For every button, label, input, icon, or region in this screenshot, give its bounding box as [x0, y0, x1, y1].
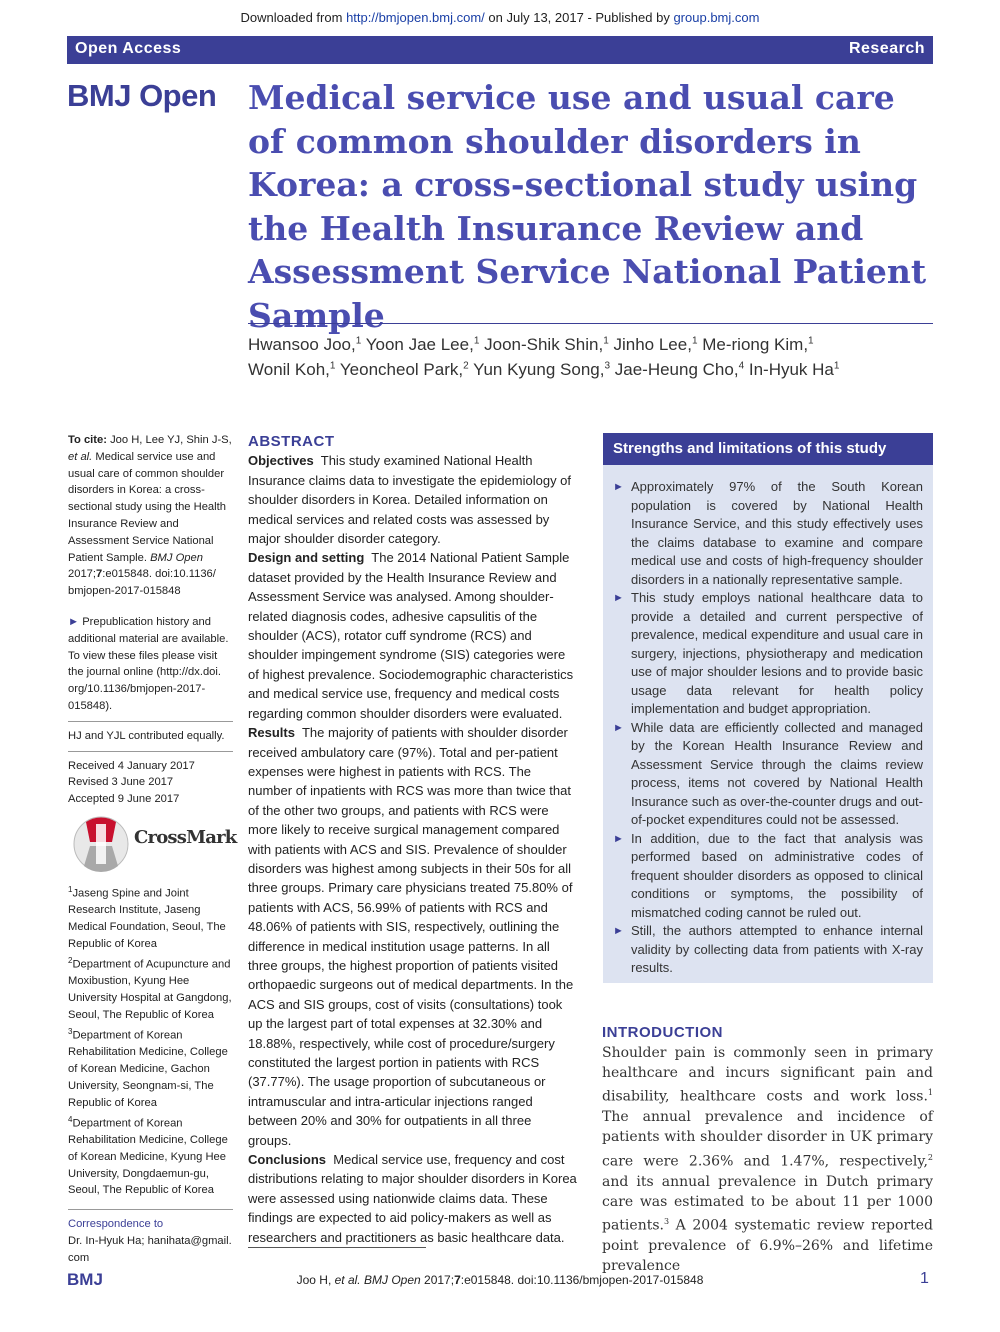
- author: [340, 360, 469, 379]
- affiliation-number: 2: [68, 955, 73, 965]
- objectives-label: Objectives: [248, 453, 314, 469]
- cite-text: Joo H, Lee YJ, Shin J-S,: [110, 434, 232, 446]
- divider: [68, 721, 233, 722]
- group-link[interactable]: group.bmj.com: [673, 10, 760, 25]
- divider: [68, 751, 233, 752]
- affiliation-text: Jaseng Spine and Joint Research Institute, Jaseng Medical Foundation, Seoul, The Republic of Korea: [68, 887, 226, 951]
- author-list: [248, 330, 938, 381]
- intro-text: The annual prevalence and incidence of patients with shoulder disorder in UK primary care were 2.36% and 1.47%, respectively,: [602, 1109, 933, 1170]
- strength-text: In addition, due to the fact that analysis was performed based on administrative codes of frequent shoulder disorders as opposed to clinical conditions or symptoms, the possibility of mismatched coding cannot be ruled out.: [631, 830, 923, 920]
- cite-label: To cite:: [68, 434, 107, 446]
- triangle-bullet-icon: ►: [613, 721, 624, 734]
- strength-item: [613, 589, 923, 719]
- strengths-limitations-box: [603, 433, 933, 983]
- author-name: Jinho Lee,: [613, 334, 692, 354]
- strengths-heading: Strengths and limitations of this study: [603, 433, 933, 465]
- author-name: Yeoncheol Park,: [339, 360, 464, 380]
- accepted-date: Accepted 9 June 2017: [68, 793, 180, 806]
- introduction: [602, 1024, 933, 1276]
- received-date: Received 4 January 2017: [68, 759, 195, 772]
- cite-text: 2017;: [68, 568, 96, 581]
- author-affiliation: 1: [473, 335, 480, 346]
- author: [615, 360, 744, 379]
- footer-cite-text: 2017;: [424, 1273, 455, 1287]
- strength-item: [613, 830, 923, 923]
- open-access-label: Open Access: [75, 40, 182, 57]
- author: [366, 335, 480, 354]
- author-affiliation: 4: [738, 360, 745, 372]
- abstract-heading: ABSTRACT: [248, 433, 335, 450]
- author: [613, 335, 697, 354]
- abstract: [248, 432, 578, 1247]
- author: [484, 335, 609, 354]
- correspondence-label: Correspondence to: [68, 1218, 164, 1231]
- abstract-design: [248, 548, 578, 723]
- download-line: [0, 10, 1000, 25]
- journal-logo: BMJ Open: [67, 78, 217, 113]
- divider: [68, 1209, 233, 1210]
- author: [248, 335, 361, 354]
- author: [702, 335, 813, 354]
- footer-journal: BMJ Open: [363, 1273, 421, 1287]
- strength-item: [613, 478, 923, 589]
- abstract-conclusions: [248, 1150, 578, 1247]
- equal-contribution: HJ and YJL contributed equally.: [68, 729, 225, 742]
- cite-text: :e015848. doi:10.1136/ bmjopen-2017-015848: [68, 568, 216, 598]
- author-name: Hwansoo Joo,: [248, 334, 356, 354]
- author-affiliation: 1: [691, 335, 698, 346]
- revised-date: Revised 3 June 2017: [68, 776, 174, 789]
- affiliation-text: Department of Korean Rehabilitation Medicine, College of Korean Medicine, Kyung Hee University, Dongdaemun-gu, Seoul, The Republic of Korea: [68, 1117, 228, 1197]
- strength-text: This study employs national healthcare data to provide a detailed and current perspective of prevalence, medical expenditure and usual care in surgery, injections, physiotherapy and medication use of major shoulder lesions and to provide basic usage data relevant for health policy implementation and budget appropriation.: [631, 590, 923, 716]
- strength-text: Approximately 97% of the South Korean population is covered by National Health Insurance Service, and this study effectively uses the claims database to examine and compare medical use and costs of high-frequency shoulder disorders in a nationally representative sample.: [631, 479, 923, 587]
- download-middle: on July 13, 2017 - Published by: [488, 10, 670, 25]
- footer-volume: 7: [454, 1273, 461, 1287]
- affiliation: [68, 953, 233, 1024]
- objectives-text: This study examined National Health Insurance claims data to investigate the epidemiology of shoulder disorders in Korea. Detailed information on medical services and related costs was assessed by major shoulder disorder category.: [248, 453, 572, 547]
- author-name: In-Hyuk Ha: [748, 360, 834, 380]
- page-number: 1: [920, 1270, 929, 1287]
- author-name: Yun Kyung Song,: [473, 360, 605, 380]
- author-affiliation: 3: [604, 360, 611, 372]
- reference-link[interactable]: 2: [927, 1152, 933, 1162]
- strength-text: Still, the authors attempted to enhance internal validity by collecting data from patients with X-ray results.: [631, 923, 923, 975]
- intro-text: Shoulder pain is commonly seen in primary healthcare and incurs significant pain and disability, healthcare costs and work loss.: [602, 1045, 933, 1106]
- footer-etal: et al.: [334, 1273, 361, 1287]
- reference-link[interactable]: 3: [663, 1216, 670, 1226]
- author-affiliation: 1: [355, 335, 362, 346]
- affiliation-text: Department of Korean Rehabilitation Medicine, College of Korean Medicine, Gachon University, Seongnam-si, The Republic of Korea: [68, 1029, 228, 1109]
- strength-text: While data are efficiently collected and managed by the Korean Health Insurance Review and Assessment Service through the claims review process, items not covered by National Health Insurance such as over-the-counter drugs and out-of-pocket expenditures could not be assessed.: [631, 719, 923, 827]
- triangle-bullet-icon: ►: [613, 832, 624, 845]
- prepub-note: [68, 614, 233, 715]
- design-label: Design and setting: [248, 550, 365, 566]
- bmjopen-link[interactable]: http://bmjopen.bmj.com/: [346, 10, 485, 25]
- author: [473, 360, 610, 379]
- abstract-objectives: [248, 451, 578, 548]
- footer-cite-text: :e015848. doi:10.1136/bmjopen-2017-015848: [460, 1273, 704, 1287]
- footer-cite-text: Joo H,: [296, 1273, 332, 1287]
- cite-block: [68, 432, 233, 600]
- cite-text: Medical service use and usual care of common shoulder disorders in Korea: a cross-sectional study using the Health Insurance Review and Assessment Service National Patient Sample.: [68, 450, 226, 564]
- author-name: Yoon Jae Lee,: [365, 334, 474, 354]
- conclusions-label: Conclusions: [248, 1152, 327, 1168]
- footer-citation: [0, 1273, 1000, 1287]
- author-affiliation: 1: [329, 360, 336, 372]
- introduction-heading: INTRODUCTION: [602, 1024, 723, 1041]
- author-affiliation: 1: [808, 335, 814, 346]
- cite-volume: 7: [96, 568, 103, 581]
- cite-journal: BMJ Open: [150, 551, 203, 564]
- affiliations: [68, 882, 233, 1199]
- triangle-bullet-icon: ►: [613, 481, 624, 493]
- affiliation-number: 1: [68, 884, 73, 894]
- abstract-results: [248, 723, 578, 1150]
- authors-divider: [248, 323, 933, 324]
- correspondence-text[interactable]: Dr. In-Hyuk Ha; hanihata@gmail. com: [68, 1235, 232, 1264]
- author-name: Joon-Shik Shin,: [484, 334, 604, 354]
- footer-logo: BMJ: [67, 1270, 103, 1289]
- download-prefix: Downloaded from: [240, 10, 343, 25]
- introduction-text: [602, 1043, 933, 1276]
- author-affiliation: 1: [603, 335, 609, 346]
- affiliation-text: Department of Acupuncture and Moxibustion, Kyung Hee University Hospital at Gangdong, Seoul, The Republic of Korea: [68, 958, 232, 1021]
- author: [749, 360, 840, 379]
- triangle-bullet-icon: ►: [613, 925, 624, 937]
- author-affiliation: 1: [833, 360, 840, 372]
- cite-etal: et al.: [68, 450, 93, 463]
- strength-item: [613, 922, 923, 978]
- triangle-icon: ►: [68, 615, 80, 628]
- author-name: Wonil Koh,: [248, 360, 330, 380]
- strength-item: [613, 719, 923, 830]
- affiliation: [68, 1112, 233, 1200]
- affiliation: [68, 1024, 233, 1112]
- intro-text: and its annual prevalence in Dutch primary care was estimated to be about 11 per 1000 patients.: [602, 1173, 933, 1234]
- crossmark-badge[interactable]: [68, 812, 237, 882]
- crossmark-icon: [72, 812, 130, 876]
- results-label: Results: [248, 725, 295, 741]
- conclusions-text: Medical service use, frequency and cost distributions relating to major shoulder disorders in Korea were assessed using nationwide claims data. These findings are expected to aid policy-makers as well as researchers and practitioners as basic healthcare data.: [248, 1152, 577, 1245]
- affiliation-number: 4: [68, 1114, 73, 1124]
- results-text: The majority of patients with shoulder disorder received ambulatory care (97%). Total and per-patient expenses were highest in patients with RCS. The number of inpatients with RCS was more than twice that of the other two groups, and patients with RCS were more likely to receive surgical management compared with patients with ACS and SIS. Prevalence of shoulder disorders was highest among subjects in their 50s for all three groups. Primary care physicians treated 75.80% of patients with ACS, 56.99% of patients with RCS and 48.06% of patients with SIS, respectively, outlining the difference in medical institution usage patterns. In all three groups, the highest proportion of patients visited orthopaedic surgeons out of medical departments. In the ACS and SIS groups, cost of visits (consultations) took up the largest part of total expenses at 32.30% and 18.88%, respectively, while cost of procedure/surgery constituted the largest portion in patients with RCS (37.77%). The usage proportion of subcutaneous or intramuscular and intra-articular injections ranged between 20% and 30% for outpatients in all three groups.: [248, 725, 574, 1148]
- triangle-bullet-icon: ►: [613, 592, 624, 604]
- author: [248, 360, 335, 379]
- prepub-text[interactable]: Prepublication history and additional material are available. To view these files please visit the journal online (http://dx.doi. org/10.1136/bmjopen-2017- 015848).: [68, 615, 229, 712]
- affiliation-number: 3: [68, 1026, 73, 1036]
- author-name: Me-riong Kim,: [702, 334, 809, 354]
- article-title: Medical service use and usual care of common shoulder disorders in Korea: a cross-sectional study using the Health Insurance Review and Assessment Service National Patient Sample: [248, 78, 927, 335]
- author-affiliation: 2: [463, 360, 469, 372]
- section-label: Research: [848, 40, 925, 57]
- design-text: The 2014 National Patient Sample dataset provided by the Health Insurance Review and Assessment Service was analysed. Among shoulder-related diagnosis codes, adhesive capsulitis of the shoulder (ACS), rotator cuff syndrome (RCS) and shoulder impingement syndrome (SIS) categories were of highest prevalence. Sociodemographic characteristics and medical service use, frequency and medical costs regarding common shoulder disorders were evaluated.: [248, 550, 574, 721]
- affiliation: [68, 882, 233, 953]
- strengths-list: [613, 478, 923, 978]
- intro-text: A 2004 systematic review reported point prevalence of 6.9%–26% and lifetime prevalence: [602, 1217, 933, 1274]
- header-bar: [67, 36, 933, 64]
- crossmark-label: CrossMark: [134, 826, 237, 848]
- abstract-end-rule: [248, 1247, 426, 1248]
- author-name: Jae-Heung Cho,: [614, 360, 739, 380]
- reference-link[interactable]: 1: [927, 1088, 933, 1098]
- sidebar: [68, 432, 237, 1267]
